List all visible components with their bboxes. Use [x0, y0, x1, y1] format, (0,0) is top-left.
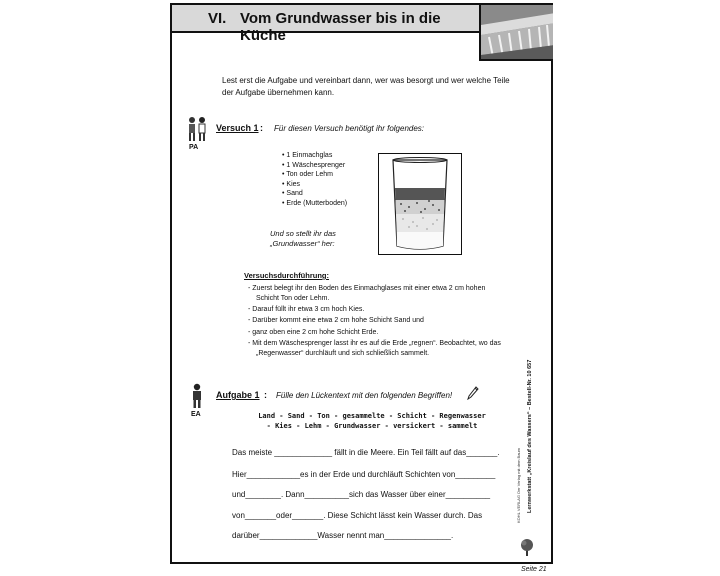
- jar-illustration: [378, 153, 462, 255]
- pencil-icon: [467, 386, 479, 405]
- gap-text-line: darüber_____________Wasser nennt man_______________.: [232, 531, 454, 540]
- gap-text-line: Hier____________es in der Erde und durchläuft Schichten von_________: [232, 470, 496, 479]
- gap-text-line: Das meiste _____________ fällt in die Meere. Ein Teil fällt auf das_______.: [232, 448, 500, 457]
- series-label: Lernwerkstatt „Kreislauf des Wassers“ – Bestell-Nr. 10 657: [527, 359, 533, 513]
- procedure-title: Versuchsdurchführung:: [244, 271, 330, 280]
- individual-work-icon: [190, 383, 204, 414]
- gap-text-line: von_______oder_______. Diese Schicht lässt kein Wasser durch. Das: [232, 511, 483, 520]
- aufgabe-colon: :: [264, 390, 267, 400]
- materials-list: [282, 151, 347, 208]
- versuch-description: Für diesen Versuch benötigt ihr folgendes:: [274, 124, 425, 133]
- partner-work-tag: PA: [189, 144, 199, 151]
- list-item: • Ton oder Lehm: [282, 170, 347, 180]
- versuch-title: Versuch 1: [216, 123, 259, 133]
- individual-work-tag: EA: [191, 411, 201, 418]
- versuch-colon: :: [260, 123, 263, 133]
- list-item: - Zuerst belegt ihr den Boden des Einmachglases mit einer etwa 2 cm hohen Schicht Ton oder Lehm.: [248, 284, 508, 303]
- header-roman: VI.: [208, 10, 227, 27]
- list-item: - ganz oben eine 2 cm hohe Schicht Erde.: [248, 328, 508, 338]
- list-item: • Kies: [282, 180, 347, 190]
- page-title: Vom Grundwasser bis in die Küche: [240, 10, 441, 44]
- aufgabe-title: Aufgabe 1: [216, 390, 260, 400]
- publisher-logo: [517, 537, 537, 557]
- partner-work-icon: [186, 116, 208, 147]
- list-item: - Darauf füllt ihr etwa 3 cm hoch Kies.: [248, 305, 508, 315]
- waterfall-photo: [479, 5, 553, 61]
- page-number: Seite 21: [521, 566, 547, 573]
- procedure-list: [248, 284, 508, 360]
- aufgabe-description: Fülle den Lückentext mit den folgenden Begriffen!: [276, 391, 453, 400]
- header-bar: [172, 5, 479, 44]
- list-item: • 1 Einmachglas: [282, 151, 347, 161]
- list-item: • Sand: [282, 189, 347, 199]
- worksheet-page: [170, 3, 553, 564]
- list-item: • 1 Wäschesprenger: [282, 161, 347, 171]
- gap-text-line: und________. Dann__________sich das Wasser über einer__________: [232, 490, 491, 499]
- list-item: - Darüber kommt eine etwa 2 cm hohe Schicht Sand und: [248, 316, 508, 326]
- intro-text: Lest erst die Aufgabe und vereinbart dann, wer was besorgt und wer welche Teile der Aufgabe übernehmen kann.: [222, 76, 510, 97]
- list-item: - Mit dem Wäschesprenger lasst ihr es auf die Erde „regnen“. Beobachtet, wo das „Regenwasser“ durchläuft und sich schließlich sammelt.: [248, 339, 508, 358]
- instruction-text: Und so stellt ihr das „Grundwasser“ her:: [270, 229, 336, 248]
- list-item: • Erde (Mutterboden): [282, 199, 347, 209]
- word-bank: Land - Sand - Ton - gesammelte - Schicht - Regenwasser - Kies - Lehm - Grundwasser - versickert - sammelt: [258, 412, 486, 430]
- publisher-label: KOHL VERLAG Der Verlag mit dem Baum: [516, 448, 521, 523]
